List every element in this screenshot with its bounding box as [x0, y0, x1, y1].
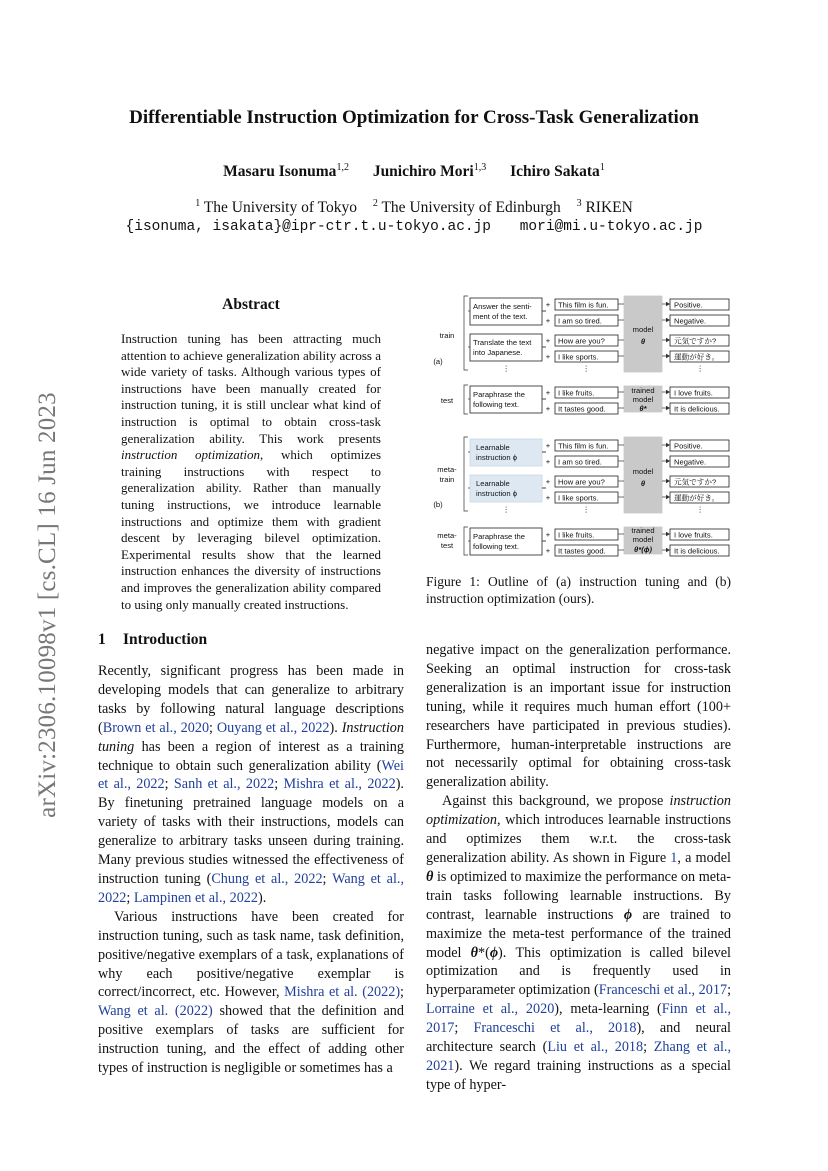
- a-train-1-plus-sign: +: [545, 300, 551, 309]
- paragraph: [426, 641, 731, 792]
- figure-caption: Figure 1: Outline of (a) instruction tuning and (b) instruction optimization (ours).: [426, 574, 731, 606]
- trained-label: trained: [631, 386, 655, 395]
- train-bracket: [464, 296, 468, 370]
- meta-test-label: meta-: [437, 531, 457, 540]
- text-run: , a model: [677, 849, 731, 866]
- a-train-2-output-text: 運動が好き。: [674, 352, 720, 362]
- arxiv-stamp: [28, 370, 68, 840]
- theta-star-symbol: θ*: [639, 404, 647, 413]
- b-test-instruction-line: following text.: [473, 542, 520, 551]
- text-run: ϕ: [623, 906, 633, 923]
- citation-link[interactable]: 1: [670, 849, 678, 866]
- b-train-1-instruction-line: instruction ϕ: [476, 453, 517, 462]
- email-2: mori@mi.u-tokyo.ac.jp: [519, 219, 703, 235]
- a-train-2-plus-sign: +: [545, 336, 551, 345]
- b-train-1-plus-sign: +: [545, 457, 551, 466]
- text-run: ;: [643, 1039, 654, 1056]
- left-column: [98, 662, 404, 1078]
- theta-star-phi-symbol: θ*(ϕ): [634, 545, 652, 554]
- a-train-1-instruction-line: ment of the text.: [473, 312, 528, 321]
- a-test-output-arrow-head: [666, 406, 670, 410]
- citation-link[interactable]: Mishra et al., 2022: [283, 776, 396, 793]
- author-1: Masaru Isonuma$^{1,2}$: [223, 162, 349, 181]
- arxiv-stamp-text: arXiv:2306.10098v1 [cs.CL] 16 Jun 2023: [34, 392, 61, 818]
- b-train-2-output-arrow-head: [666, 495, 670, 499]
- a-test-plus-sign: +: [545, 388, 551, 397]
- vertical-ellipsis: ⋮: [502, 505, 510, 514]
- figure-diagram: [426, 290, 736, 562]
- text-run: ), and neural architecture search (: [426, 1020, 731, 1056]
- text-run: ;: [164, 776, 174, 793]
- a-train-2-input-text: I like sports.: [558, 352, 599, 362]
- meta-test-bracket: [464, 527, 468, 555]
- b-train-1-instruction-line: Learnable: [476, 443, 510, 452]
- model-label: model: [632, 395, 654, 404]
- a-train-1-input-text: I am so tired.: [558, 316, 602, 326]
- a-train-1-output-arrow-head: [666, 318, 670, 322]
- a-train-1-output-text: Negative.: [674, 316, 707, 326]
- b-train-2-input-text: How are you?: [558, 477, 605, 487]
- b-train-1-output-text: Positive.: [674, 441, 703, 451]
- theta-symbol: θ: [640, 479, 646, 488]
- b-test-output-text: I love fruits.: [674, 530, 713, 540]
- model-block-a-train: [624, 296, 662, 372]
- citation-link[interactable]: Mishra et al. (2022): [284, 984, 401, 1001]
- text-run: has been a region of interest as a training technique to obtain such generalization ability (: [98, 738, 404, 774]
- b-test-output-arrow-head: [666, 532, 670, 536]
- a-test-instruction-line: following text.: [473, 400, 520, 409]
- text-run: instruction optimization: [121, 447, 261, 463]
- citation-link[interactable]: Finn et al., 2017: [426, 1001, 732, 1037]
- b-train-1-input-text: I am so tired.: [558, 457, 602, 467]
- text-run: ;: [454, 1020, 474, 1037]
- b-train-1-output-arrow-head: [666, 443, 670, 447]
- paragraph: [426, 792, 731, 1095]
- a-test-input-text: It tastes good.: [558, 404, 606, 414]
- b-test-output-text: It is delicious.: [674, 546, 720, 556]
- text-run: ). We regard training instructions as a special type of hyper-: [426, 1057, 731, 1093]
- text-run: ).: [257, 889, 267, 906]
- citation-link[interactable]: Ouyang et al., 2022: [216, 719, 330, 736]
- text-run: instruction optimization: [426, 793, 731, 829]
- email-1: {isonuma, isakata}@ipr-ctr.t.u-tokyo.ac.jp: [125, 219, 492, 235]
- text-run: θ: [426, 868, 434, 885]
- citation-link[interactable]: Lampinen et al., 2022: [133, 889, 258, 906]
- section-title: Introduction: [123, 631, 208, 648]
- meta-train-label: train: [439, 475, 455, 484]
- citation-link[interactable]: Wei et al., 2022: [98, 757, 404, 793]
- a-test-plus-sign: +: [545, 404, 551, 413]
- b-test-output-arrow-head: [666, 548, 670, 552]
- vertical-ellipsis: ⋮: [582, 364, 590, 373]
- section-number: 1: [98, 631, 106, 648]
- b-train-2-instruction-line: Learnable: [476, 479, 510, 488]
- text-run: ;: [274, 776, 284, 793]
- paper-title: Differentiable Instruction Optimization for Cross-Task Generalization: [129, 107, 699, 128]
- b-train-2-plus-sign: +: [545, 477, 551, 486]
- text-run: ). This optimization is called bilevel optimization and is frequently used in hyperparameter optimization (: [426, 944, 731, 999]
- email-list: [0, 219, 828, 235]
- citation-link[interactable]: Franceschi et al., 2018: [473, 1020, 637, 1037]
- citation-link[interactable]: Franceschi et al., 2017: [598, 982, 728, 999]
- text-run: is optimized to maximize the performance on meta-train tasks following learnable instructions. By contrast, learnable instructions: [426, 868, 731, 923]
- a-test-output-text: It is delicious.: [674, 404, 720, 414]
- affiliation-3: $^3$ RIKEN: [576, 198, 633, 217]
- meta-train-bracket: [464, 437, 468, 511]
- text-run: , which introduces learnable instructions and optimizes them w.r.t. the cross-task generalization ability. As shown in Figure: [426, 812, 731, 866]
- b-train-2-instruction-line: instruction ϕ: [476, 489, 517, 498]
- a-train-2-plus-sign: +: [545, 352, 551, 361]
- b-test-instruction-line: Paraphrase the: [473, 532, 525, 541]
- b-train-2-plus-sign: +: [545, 493, 551, 502]
- a-train-2-instruction-line: Translate the text: [473, 338, 532, 347]
- a-test-output-arrow-head: [666, 390, 670, 394]
- vertical-ellipsis: ⋮: [696, 364, 704, 373]
- affiliation-list: [0, 198, 828, 217]
- trained-label: trained: [631, 526, 655, 535]
- citation-link[interactable]: Liu et al., 2018: [547, 1039, 644, 1056]
- text-run: ), meta-learning (: [554, 1001, 662, 1018]
- model-label: model: [632, 325, 654, 334]
- text-run: negative impact on the generalization performance. Seeking an optimal instruction for cross-task generalization is an important issue for instruction tuning, while it requires much human effort (100+ researchers have participated in previous studies). Furthermore, human-interpretable instructions are not necessarily optimal for obtaining cross-task generalization ability.: [426, 642, 731, 791]
- vertical-ellipsis: ⋮: [582, 505, 590, 514]
- text-run: Against this background, we propose: [442, 793, 670, 810]
- text-run: *(: [478, 944, 490, 961]
- paragraph: [98, 662, 404, 908]
- text-run: showed that the definition and positive exemplars of tasks are sufficient for instruction tuning, and the effect of adding other types of instruction is negligible or sometimes has a: [98, 1003, 404, 1077]
- a-train-2-output-arrow-head: [666, 354, 670, 358]
- citation-link[interactable]: Lorraine et al., 2020: [426, 1001, 555, 1018]
- section-heading: [98, 631, 207, 649]
- author-2: Junichiro Mori$^{1,3}$: [372, 162, 487, 181]
- affiliation-2: $^2$ The University of Edinburgh: [372, 198, 561, 217]
- b-train-2-output-arrow-head: [666, 479, 670, 483]
- abstract-body: [121, 331, 381, 613]
- model-label: model: [632, 535, 654, 544]
- a-train-1-input-text: This film is fun.: [558, 300, 609, 310]
- text-run: ;: [727, 982, 732, 999]
- text-run: , which optimizes training instructions with respect to generalization ability. Rather than manually tuning instructions, we introduce learnable instructions and optimize them with gradient descent by leveraging bilevel optimization. Experimental results show that the learned instruction enhances the diversity of instructions and improves the generalization ability compared to using only manually created instructions.: [121, 447, 381, 612]
- text-run: Recently, significant progress has been made in developing models that can generalize to arbitrary tasks by following natural language descriptions (: [98, 663, 404, 736]
- b-test-plus-sign: +: [545, 546, 551, 555]
- author-3: Ichiro Sakata$^1$: [510, 162, 605, 181]
- affiliation-1: $^1$ The University of Tokyo: [195, 198, 357, 217]
- b-test-plus-sign: +: [545, 530, 551, 539]
- text-run: Various instructions have been created for instruction tuning, such as task name, task definition, positive/negative exemplars of a task, explanations of why each positive/negative exemplar is correct/incorrect, etc. However,: [98, 908, 404, 1001]
- a-test-instruction-line: Paraphrase the: [473, 390, 525, 399]
- text-run: θ: [470, 944, 478, 961]
- text-run: ;: [209, 719, 217, 736]
- a-test-input-text: I like fruits.: [558, 388, 595, 398]
- model-label: model: [632, 467, 654, 476]
- meta-test-label: test: [440, 541, 454, 550]
- panel-label-b: (b): [433, 500, 443, 509]
- vertical-ellipsis: ⋮: [502, 364, 510, 373]
- meta-train-label: meta-: [437, 465, 457, 474]
- text-run: ϕ: [489, 944, 499, 961]
- text-run: Instruction tuning: [98, 719, 404, 755]
- panel-label-a: (a): [433, 357, 443, 366]
- b-train-1-output-arrow-head: [666, 459, 670, 463]
- citation-link[interactable]: Sanh et al., 2022: [173, 776, 275, 793]
- citation-link[interactable]: Chung et al., 2022: [211, 870, 323, 887]
- b-train-2-output-text: 元気ですか?: [674, 477, 717, 487]
- a-train-2-output-text: 元気ですか?: [674, 336, 717, 346]
- a-train-2-input-text: How are you?: [558, 336, 605, 346]
- b-train-1-output-text: Negative.: [674, 457, 707, 467]
- figure-1: [426, 290, 736, 562]
- a-test-output-text: I love fruits.: [674, 388, 713, 398]
- text-run: ).: [329, 719, 342, 736]
- text-run: ;: [126, 889, 134, 906]
- a-train-1-instruction-line: Answer the senti-: [473, 302, 532, 311]
- b-train-2-input-text: I like sports.: [558, 493, 599, 503]
- citation-link[interactable]: Zhang et al., 2021: [426, 1039, 731, 1074]
- test-bracket: [464, 385, 468, 414]
- a-train-1-plus-sign: +: [545, 316, 551, 325]
- vertical-ellipsis: ⋮: [696, 505, 704, 514]
- theta-symbol: θ: [640, 337, 646, 346]
- a-train-1-output-text: Positive.: [674, 300, 703, 310]
- text-run: are trained to maximize the meta-test performance of the trained model: [426, 906, 731, 961]
- text-run: ;: [400, 984, 404, 1001]
- right-column: [426, 641, 731, 1095]
- train-label: train: [439, 331, 455, 340]
- paragraph: [98, 908, 404, 1078]
- b-train-1-input-text: This film is fun.: [558, 441, 609, 451]
- a-train-2-output-arrow-head: [666, 338, 670, 342]
- citation-link[interactable]: Wang et al., 2022: [98, 870, 405, 906]
- citation-link[interactable]: Brown et al., 2020: [102, 719, 210, 736]
- citation-link[interactable]: Wang et al. (2022): [98, 1003, 213, 1020]
- test-label: test: [440, 396, 454, 405]
- b-train-2-output-text: 運動が好き。: [674, 493, 720, 503]
- author-list: [0, 162, 828, 181]
- a-train-1-output-arrow-head: [666, 302, 670, 306]
- text-run: Instruction tuning has been attracting much attention to achieve generalization ability across a wide variety of tasks. Although various types of instructions have been manually created for instruction tuning, it is still unclear what kind of instruction is optimal to obtain cross-task generalization ability. This work presents: [121, 331, 381, 446]
- b-test-input-text: I like fruits.: [558, 530, 595, 540]
- a-train-2-instruction-line: into Japanese.: [473, 348, 523, 357]
- b-test-input-text: It tastes good.: [558, 546, 606, 556]
- abstract-heading: Abstract: [222, 296, 280, 313]
- b-train-1-plus-sign: +: [545, 441, 551, 450]
- text-run: ;: [322, 870, 333, 887]
- text-run: ). By finetuning pretrained language models on a variety of tasks with their instructions, models can generalize to arbitrary tasks unseen during training. Many previous studies witnessed the effectiveness of instruction tuning (: [98, 776, 404, 887]
